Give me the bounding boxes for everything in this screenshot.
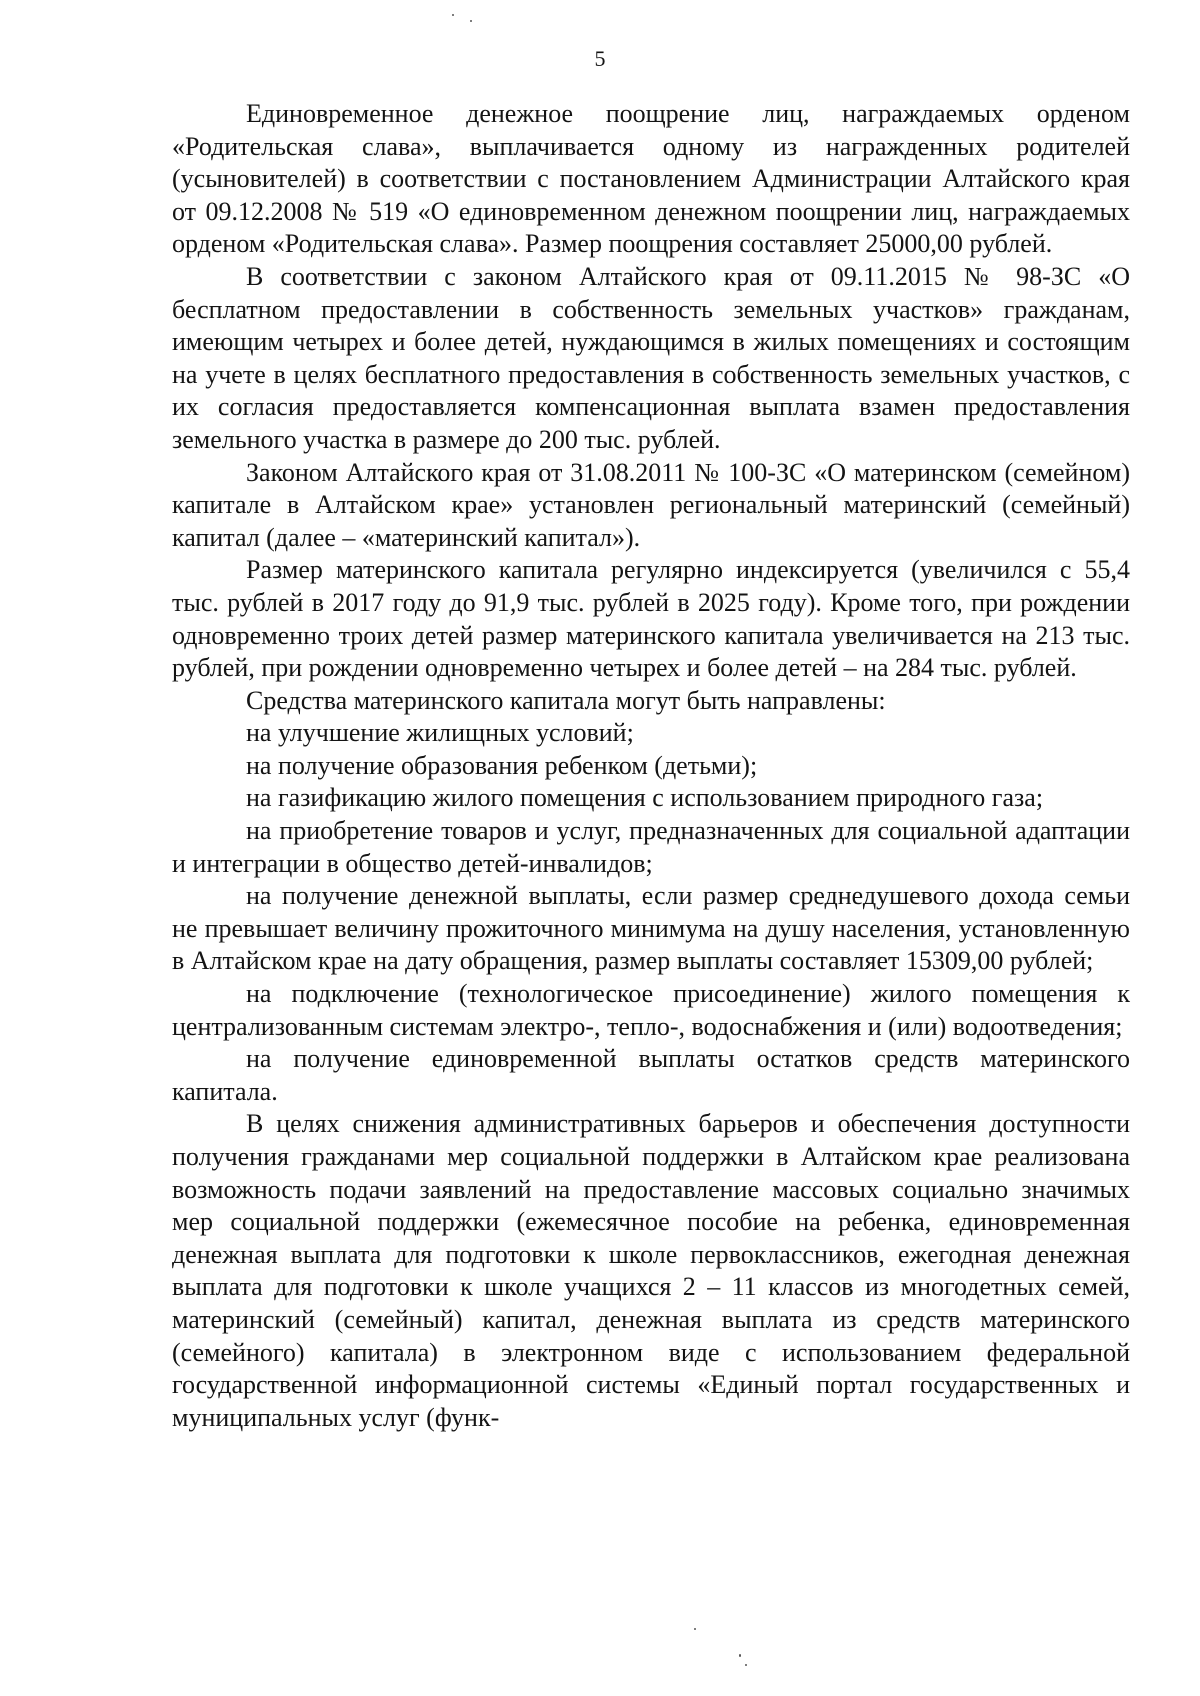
paragraph-capital-directions-intro: Средства материнского капитала могут быть направлены:: [246, 685, 886, 715]
paragraph-land-compensation: В соответствии с законом Алтайского края от 09.11.2015 № 98-ЗС «О бесплатном предоставлении в собственность земельных участков» гражданам, имеющим четырех и более детей, нуждающимся в жилых помещениях и состоящим на учете в целях бесплатного предоставления в собственность земельных участков, с их согласия предоставляется компенсационная выплата взамен предоставления земельного участка в размере до 200 тыс. рублей.: [172, 261, 1130, 454]
list-item-disabled-children: на приобретение товаров и услуг, предназначенных для социальной адаптации и интеграции в общество детей-инвалидов;: [172, 816, 1130, 878]
list-item-utility-connection: на подключение (технологическое присоединение) жилого помещения к централизованным системам электро-, тепло-, водоснабжения и (или) водоотведения;: [172, 979, 1130, 1041]
list-item-education: на получение образования ребенком (детьми);: [246, 750, 758, 780]
scan-speck: [739, 1654, 741, 1657]
scan-speck: [745, 1664, 747, 1666]
scan-speck: [694, 1628, 696, 1630]
scan-speck: [452, 14, 454, 16]
scan-speck: [470, 20, 472, 22]
paragraph-maternity-capital-indexation: Размер материнского капитала регулярно индексируется (увеличился с 55,4 тыс. рублей в 2017 году до 91,9 тыс. рублей в 2025 году). Кроме того, при рождении одновременно троих детей размер материнского капитала увеличивается на 213 тыс. рублей, при рождении одновременно четырех и более детей – на 284 тыс. рублей.: [172, 555, 1130, 683]
list-item-gasification: на газификацию жилого помещения с использованием природного газа;: [246, 783, 1044, 813]
paragraph-order-reward: Единовременное денежное поощрение лиц, награждаемых орденом «Родительская слава», выплачивается одному из награжденных родителей (усыновителей) в соответствии с постановлением Администрации Алтайского края от 09.12.2008 № 519 «О единовременном денежном поощрении лиц, награждаемых орденом «Родительская слава». Размер поощрения составляет 25000,00 рублей.: [172, 99, 1130, 259]
list-item-remaining-funds: на получение единовременной выплаты остатков средств материнского капитала.: [172, 1044, 1130, 1106]
paragraph-electronic-services: В целях снижения административных барьеров и обеспечения доступности получения гражданами мер социальной поддержки в Алтайском крае реализована возможность подачи заявлений на предоставление массовых социально значимых мер социальной поддержки (ежемесячное пособие на ребенка, единовременная денежная выплата для подготовки к школе первоклассников, ежегодная денежная выплата для подготовки к школе учащихся 2 – 11 классов из многодетных семей, материнский (семейный) капитал, денежная выплата из средств материнского (семейного) капитала) в электронном виде с использованием федеральной государственной информационной системы «Единый портал государственных и муниципальных услуг (функ-: [172, 1109, 1130, 1432]
paragraph-maternity-capital-law: Законом Алтайского края от 31.08.2011 № 100-ЗС «О материнском (семейном) капитале в Алтайском крае» установлен региональный материнский (семейный) капитал (далее – «материнский капитал»).: [172, 457, 1130, 552]
list-item-monetary-payment: на получение денежной выплаты, если размер среднедушевого дохода семьи не превышает величину прожиточного минимума на душу населения, установленную в Алтайском крае на дату обращения, размер выплаты составляет 15309,00 рублей;: [172, 881, 1130, 976]
page-number: 5: [594, 46, 606, 71]
list-item-housing: на улучшение жилищных условий;: [246, 718, 634, 748]
document-body: [172, 98, 1130, 1434]
